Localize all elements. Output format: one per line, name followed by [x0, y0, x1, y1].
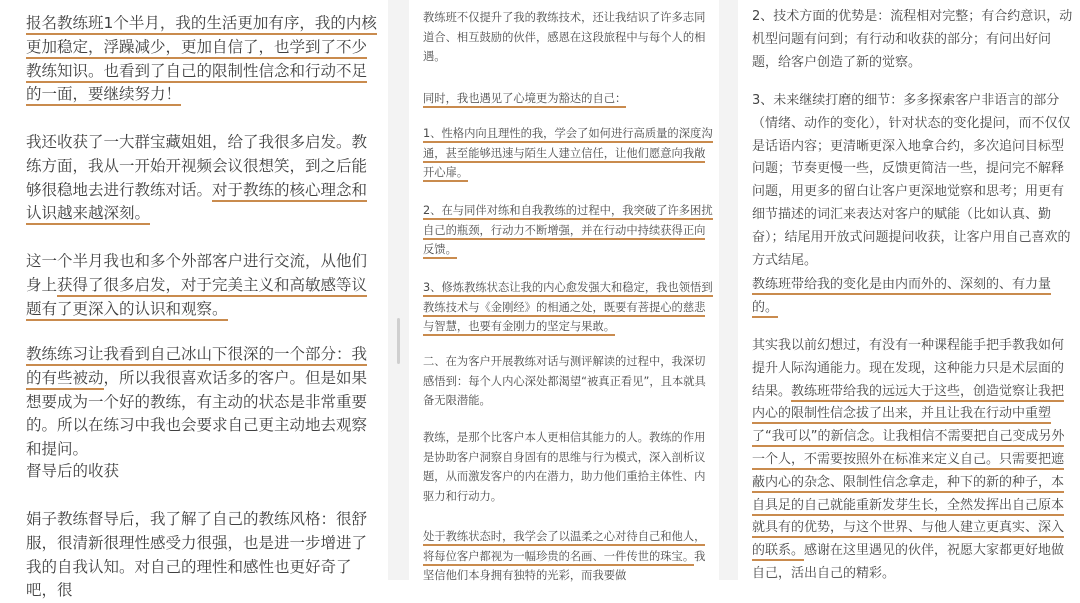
highlighted-text: 2、在与同伴对练和自我教练的过程中，我突破了许多困扰自己的瓶颈，行动力不断增强，并在行动中持续获得正向反馈。: [423, 204, 713, 259]
paragraph: 二、在为客户开展教练对话与测评解读的过程中，我深切感悟到：每个人内心深处都渴望“被真正看见”，且本就具备无限潜能。: [423, 355, 706, 408]
column-gutter: [719, 0, 738, 580]
text: 这一个半月我也和多个外部客户进行交流，从他们身上: [26, 252, 368, 294]
paragraph: [423, 278, 713, 337]
section-heading: 督导后的收获: [26, 462, 120, 480]
text: 我还收获了一大群宝藏姐姐，给了我很多启发。教练方面，我从一开始开视频会议很想笑，到之后能够很稳地去进行教练对话。: [26, 133, 368, 199]
paragraph: [423, 201, 713, 260]
highlighted-text: 3、修炼教练状态让我的内心愈发强大和稳定，我也领悟到教练技术与《金刚经》的相通之处，既要有菩提心的慈悲与智慧，也要有金刚力的坚定与果敢。: [423, 281, 713, 336]
highlighted-text: 教练练习让我看到自己冰山下很深的一个部分：我的有些被动: [26, 345, 367, 390]
paragraph: 3、未来继续打磨的细节：多多探索客户非语言的部分（情绪、动作的变化），针对状态的变化提问，而不仅仅是话语内容；更清晰更深入地拿合约，多次追问目标型问题；节奏更慢一些，反馈更简洁一些，提问完不解释问题，用更多的留白让客户更深地觉察和思考；用更有细节描述的词汇来表达对客户的赋能（比如认真、勤奋）；结尾用开放式问题提问收获，让客户用自己喜欢的方式结尾。: [752, 93, 1071, 268]
paragraph: [423, 527, 713, 586]
highlighted-text: 1、性格内向且理性的我，学会了如何进行高质量的深度沟通，甚至能够迅速与陌生人建立信任，让他们愿意向我敞开心扉。: [423, 127, 713, 182]
scroll-indicator[interactable]: [397, 318, 400, 364]
middle-text-panel: [409, 0, 719, 583]
highlighted-text: 对于教练的核心理念和认识越来越深刻。: [26, 181, 367, 226]
right-text-panel: [738, 0, 1080, 580]
highlighted-text: 同时，我也遇见了心境更为豁达的自己：: [423, 92, 626, 108]
paragraph: 2、技术方面的优势是：流程相对完整；有合约意识，动机型问题有问到；有行动和收获的部分；有问出好问题，给客户创造了新的觉察。: [752, 9, 1073, 70]
paragraph: 教练班不仅提升了我的教练技术，还让我结识了许多志同道合、相互鼓励的伙伴，感恩在这段旅程中与每个人的相遇。: [423, 11, 706, 64]
text: ，所以我很喜欢话多的客户。但是如果想要成为一个好的教练，有主动的状态是非常重要的。所以在练习中我也会要求自己更主动地去观察和提问。: [26, 368, 368, 459]
paragraph: [752, 335, 1074, 586]
paragraph: [26, 250, 378, 321]
highlighted-text: 获得了很多启发，对于完美主义和高敏感等议题有了更深入的认识和观察。: [26, 276, 367, 321]
highlighted-text: 报名教练班1个半月，我的生活更加有序，我的内核更加稳定，浮躁减少，更加自信了，也学到了不少教练知识。也看到了自己的限制性信念和行动不足的一面，要继续努力！: [26, 14, 377, 106]
text: 我坚信他们本身拥有独特的光彩，而我要做: [423, 549, 706, 583]
paragraph: [26, 343, 378, 462]
text: 感谢在这里遇见的伙伴，祝愿大家都更好地做自己，活出自己的精彩。: [752, 543, 1065, 581]
paragraph: 教练，是那个比客户本人更相信其能力的人。教练的作用是协助客户洞察自身固有的思维与行为模式，深入剖析议题，从而激发客户的内在潜力，助力他们重拾主体性、内驱力和行动力。: [423, 431, 706, 503]
paragraph: [423, 124, 713, 183]
highlighted-text: 教练班带给我的远远大于这些，创造觉察让我把内心的限制性信念拔了出来，并且让我在行动中重塑了“我可以”的新信念。让我相信不需要把自己变成另外一个人，不需要按照外在标准来定义自己。只需要把遮蔽内心的杂念、限制性信念拿走，种下的新的种子，本自具足的自己就能重新发芽生长，全然发挥出自己原本就具有的优势，与这个世界、与他人建立更真实、深入的联系。: [752, 384, 1064, 562]
column-gutter: [388, 0, 409, 580]
highlighted-text: 教练班带给我的变化是由内而外的、深刻的、有力量的。: [752, 277, 1051, 318]
paragraph: [26, 12, 378, 107]
paragraph: 娟子教练督导后，我了解了自己的教练风格：很舒服，很清新很理性感受力很强，也是进一步增进了我的自我认知。对自己的理性和感性也更好奇了吧，很: [26, 510, 368, 600]
paragraph: [423, 89, 713, 109]
paragraph: [752, 274, 1074, 320]
text: 其实我以前幻想过，有没有一种课程能手把手教我如何提升人际沟通能力。现在发现，这种能力只是术层面的结果。: [752, 338, 1065, 399]
highlighted-text: 处于教练状态时，我学会了以温柔之心对待自己和他人，将每位客户都视为一幅珍贵的名画、一件传世的珠宝。: [423, 530, 705, 566]
paragraph: [26, 131, 378, 226]
left-text-panel: [0, 0, 388, 600]
